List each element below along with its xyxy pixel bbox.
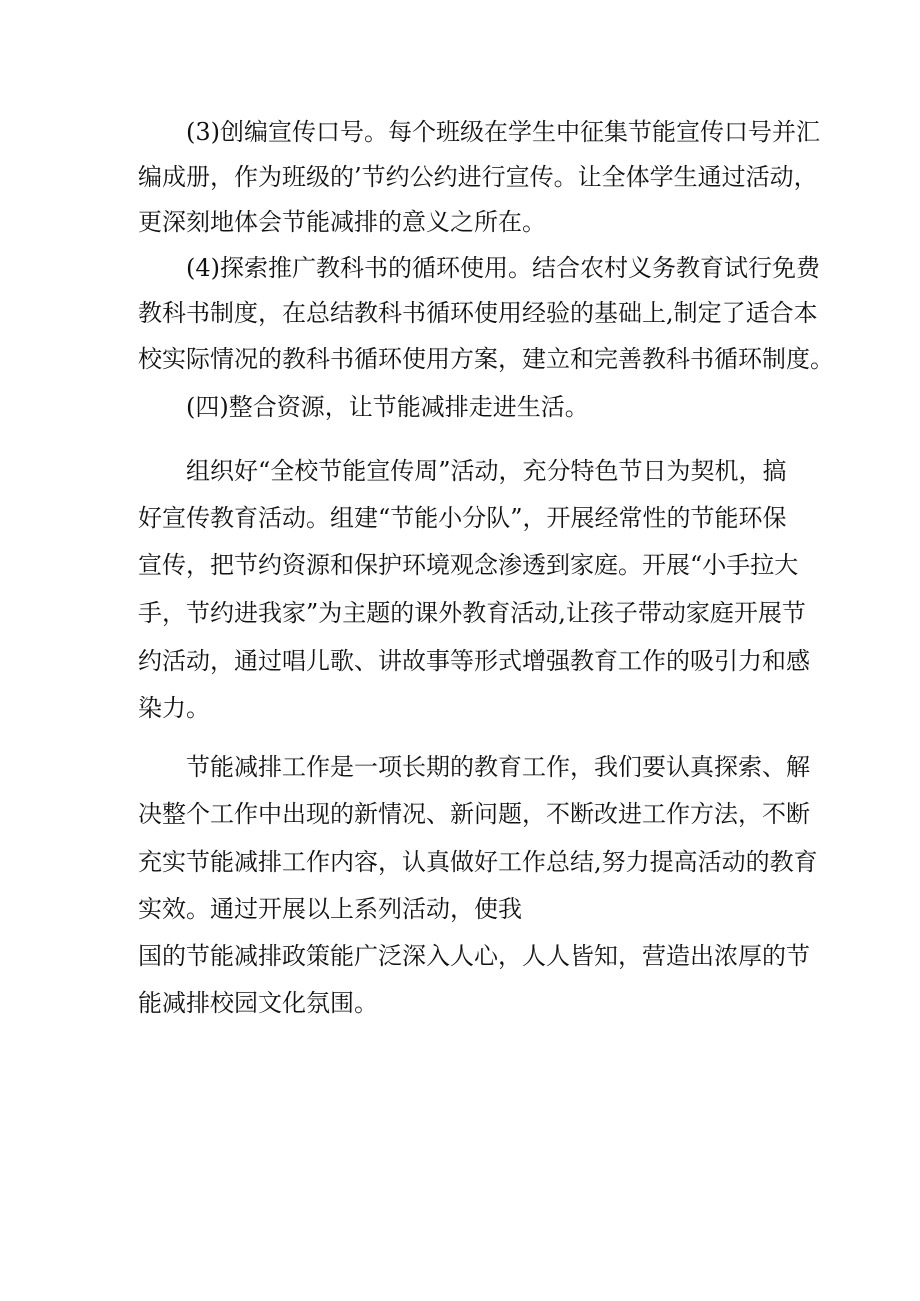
text-line: 能减排校园文化氛围。 — [138, 989, 378, 1017]
text-line: 约活动，通过唱儿歌、讲故事等形式增强教育工作的吸引力和感 — [138, 647, 810, 675]
text-line: 编成册，作为班级的’节约公约进行宣传。让全体学生通过活动， — [138, 163, 818, 191]
text-line: 国的节能减排政策能广泛深入人心，人人皆知，营造出浓厚的节 — [138, 942, 810, 970]
text-line: 手，节约进我家”为主题的课外教育活动,让孩子带动家庭开展节 — [138, 599, 806, 627]
text-line: 宣传，把节约资源和保护环境观念渗透到家庭。开展“小手拉大 — [138, 551, 799, 579]
text-line: 实效。通过开展以上系列活动，使我 — [138, 895, 522, 923]
text-line: 染力。 — [138, 694, 210, 722]
text-line: 校实际情况的教科书循环使用方案，建立和完善教科书循环制度。 — [138, 345, 834, 373]
text-line: 组织好“全校节能宣传周”活动，充分特色节日为契机，搞 — [186, 457, 787, 485]
text-line: 更深刻地体会节能减排的意义之所在。 — [138, 208, 546, 236]
text-line: 决整个工作中出现的新情况、新问题，不断改进工作方法，不断 — [138, 800, 810, 828]
text-line: 充实节能减排工作内容，认真做好工作总结,努力提高活动的教育 — [138, 848, 818, 876]
section-heading: (四)整合资源，让节能减排走进生活。 — [186, 393, 589, 421]
text-line: 教科书制度，在总结教科书循环使用经验的基础上,制定了适合本 — [138, 299, 818, 327]
text-line: 好宣传教育活动。组建“节能小分队”，开展经常性的节能环保 — [138, 504, 787, 532]
text-line: 节能减排工作是一项长期的教育工作，我们要认真探索、解 — [186, 753, 810, 781]
text-line: (3)创编宣传口号。每个班级在学生中征集节能宣传口号并汇 — [186, 118, 820, 146]
text-line: (4)探索推广教科书的循环使用。结合农村义务教育试行免费 — [186, 254, 820, 282]
